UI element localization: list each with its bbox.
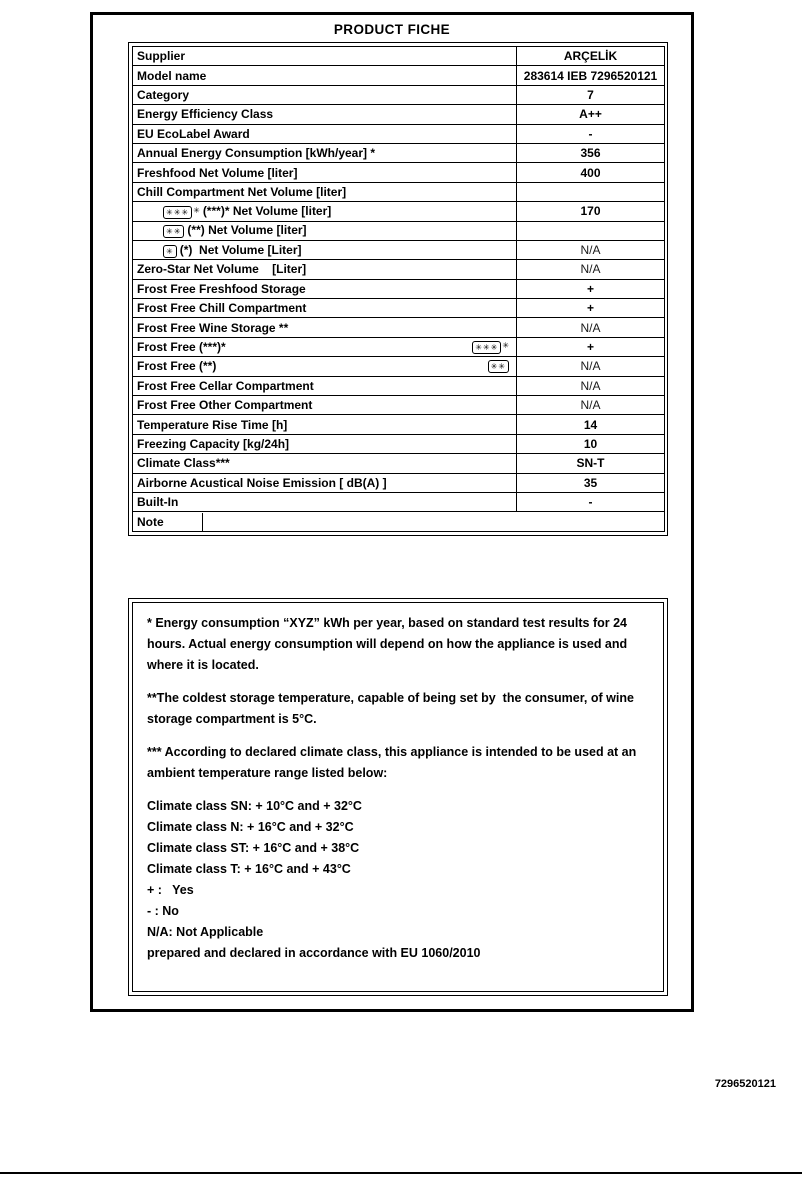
bottom-divider: [0, 1172, 802, 1174]
page-title: PRODUCT FICHE: [333, 22, 451, 37]
row-value: 10: [517, 434, 665, 453]
row-value: A++: [517, 105, 665, 124]
table-row: [133, 240, 665, 259]
note-line: + : Yes: [147, 883, 194, 897]
table-row: [133, 357, 665, 376]
row-value: 7: [517, 85, 665, 104]
row-label: Frost Free Wine Storage **: [133, 318, 517, 337]
row-value: -: [517, 124, 665, 143]
row-label: Frost Free Cellar Compartment: [133, 376, 517, 395]
table-row: [133, 434, 665, 453]
table-row: [133, 376, 665, 395]
row-label: Frost Free (***)* ✳✳✳ ✳: [133, 337, 517, 356]
table-row: [133, 396, 665, 415]
row-label: Frost Free Freshfood Storage: [133, 279, 517, 298]
row-value: ARÇELİK: [517, 47, 665, 66]
row-label: Note: [133, 513, 203, 531]
row-label: ✳✳✳ ✳ (***)* Net Volume [liter]: [133, 202, 517, 221]
row-value: [517, 221, 665, 240]
row-value: 283614 IEB 7296520121: [517, 66, 665, 85]
row-label: Freezing Capacity [kg/24h]: [133, 434, 517, 453]
table-row: [133, 260, 665, 279]
table-row: [133, 415, 665, 434]
table-row: [133, 318, 665, 337]
row-value: 14: [517, 415, 665, 434]
table-row: [133, 492, 665, 511]
table-row: [133, 143, 665, 162]
freezer-star-rating-icon: ✳✳: [163, 225, 184, 238]
note-row-cell: [133, 512, 665, 531]
table-row: [133, 85, 665, 104]
note-line: **The coldest storage temperature, capable of being set by the consumer, of wine storage compartment is 5°C.: [147, 691, 638, 726]
freezer-star-rating-icon: ✳✳✳ ✳: [163, 206, 200, 219]
freezer-star-rating-icon: ✳: [163, 245, 177, 258]
freezer-star-rating-icon: ✳✳: [488, 360, 509, 373]
fiche-outer-border: [90, 12, 694, 1012]
row-value: N/A: [517, 357, 665, 376]
row-label: ✳✳ (**) Net Volume [liter]: [133, 221, 517, 240]
row-value: 170: [517, 202, 665, 221]
row-label: Energy Efficiency Class: [133, 105, 517, 124]
row-label: Airborne Acustical Noise Emission [ dB(A) ]: [133, 473, 517, 492]
row-value: +: [517, 337, 665, 356]
freezer-star-rating-icon: ✳✳✳ ✳: [472, 341, 509, 354]
note-line: Climate class ST: + 16°C and + 38°C: [147, 841, 360, 855]
notes-box: [128, 598, 668, 996]
note-line: - : No: [147, 904, 179, 918]
row-value: SN-T: [517, 454, 665, 473]
table-row: [133, 47, 665, 66]
table-row: [133, 105, 665, 124]
table-row: [133, 202, 665, 221]
row-value: +: [517, 279, 665, 298]
note-line: Climate class N: + 16°C and + 32°C: [147, 820, 354, 834]
table-row: [133, 454, 665, 473]
note-line: N/A: Not Applicable: [147, 925, 264, 939]
row-label: Model name: [133, 66, 517, 85]
note-line: *** According to declared climate class, this appliance is intended to be used at an ambient temperature range listed below:: [147, 745, 640, 780]
row-label: Climate Class***: [133, 454, 517, 473]
fiche-table-container: [128, 42, 668, 536]
row-value: N/A: [517, 396, 665, 415]
note-line: Climate class SN: + 10°C and + 32°C: [147, 799, 362, 813]
note-line: Climate class T: + 16°C and + 43°C: [147, 862, 351, 876]
row-label: Freshfood Net Volume [liter]: [133, 163, 517, 182]
table-row: [133, 512, 665, 531]
row-value: N/A: [517, 240, 665, 259]
row-label: Supplier: [133, 47, 517, 66]
table-row: [133, 221, 665, 240]
fiche-table-body: [133, 47, 665, 532]
row-label: Zero-Star Net Volume [Liter]: [133, 260, 517, 279]
row-value: -: [517, 492, 665, 511]
table-row: [133, 66, 665, 85]
table-row: [133, 473, 665, 492]
table-row: [133, 279, 665, 298]
row-label: Chill Compartment Net Volume [liter]: [133, 182, 517, 201]
row-label: Frost Free Chill Compartment: [133, 299, 517, 318]
row-label: Built-In: [133, 492, 517, 511]
table-row: [133, 299, 665, 318]
table-row: [133, 124, 665, 143]
document-code: 7296520121: [714, 1078, 776, 1090]
row-value: 356: [517, 143, 665, 162]
row-label: Frost Free Other Compartment: [133, 396, 517, 415]
row-value: N/A: [517, 260, 665, 279]
row-label: Category: [133, 85, 517, 104]
row-label: EU EcoLabel Award: [133, 124, 517, 143]
row-value: 400: [517, 163, 665, 182]
row-value: N/A: [517, 376, 665, 395]
notes-content: [132, 602, 664, 992]
fiche-table: [132, 46, 665, 532]
row-value: N/A: [517, 318, 665, 337]
row-value: [517, 182, 665, 201]
note-line: * Energy consumption “XYZ” kWh per year, based on standard test results for 24 hours. Actual energy consumption will depend on how the appliance is used and where it is located.: [147, 616, 631, 672]
row-label: ✳ (*) Net Volume [Liter]: [133, 240, 517, 259]
row-value: 35: [517, 473, 665, 492]
note-line: prepared and declared in accordance with EU 1060/2010: [147, 946, 481, 960]
row-value: +: [517, 299, 665, 318]
row-label: Temperature Rise Time [h]: [133, 415, 517, 434]
row-label: Frost Free (**) ✳✳: [133, 357, 517, 376]
row-label: Annual Energy Consumption [kWh/year] *: [133, 143, 517, 162]
table-row: [133, 337, 665, 356]
table-row: [133, 182, 665, 201]
table-row: [133, 163, 665, 182]
